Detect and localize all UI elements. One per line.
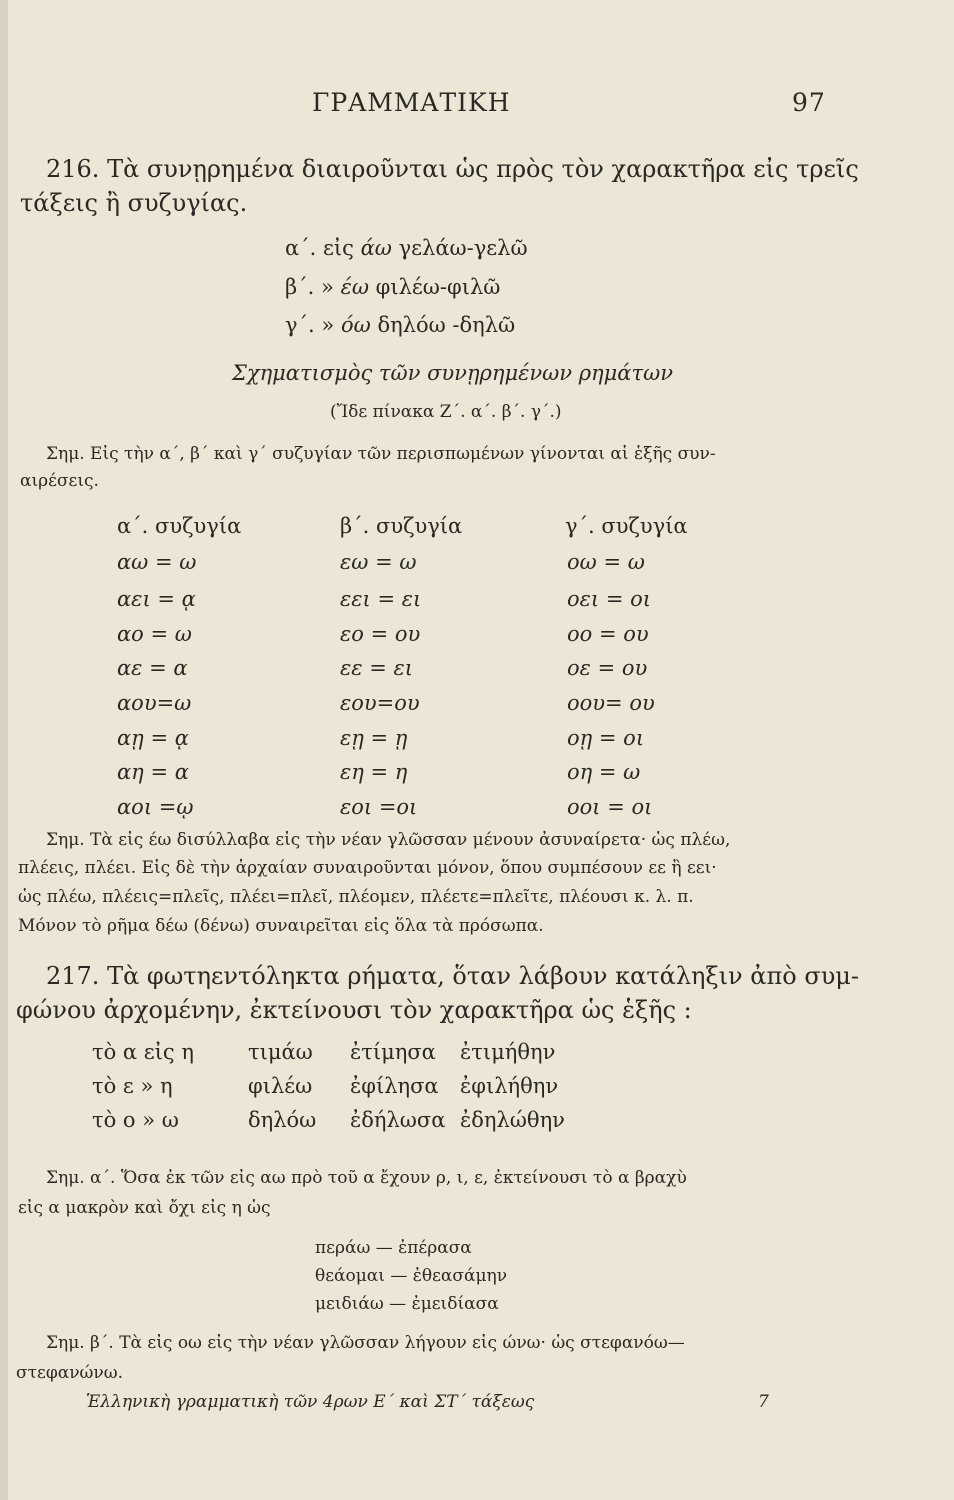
contraction-cell: εοι =οι	[340, 795, 418, 819]
passive-cell: ἐτιμήθην	[460, 1040, 556, 1064]
class-example: φιλέω-φιλῶ	[375, 275, 501, 299]
contraction-cell: αο = ω	[117, 622, 192, 646]
class-mark: »	[321, 275, 334, 299]
class-item	[285, 313, 515, 337]
note-4-line-1: Σημ. β΄. Τὰ εἰς οω εἰς τὴν νέαν γλῶσσαν λήγουν εἰς ώνω· ὡς στεφανόω—	[46, 1333, 685, 1353]
contraction-cell: αοι =ῳ	[117, 795, 194, 819]
contraction-cell: εου=ου	[340, 691, 420, 715]
class-item	[285, 236, 528, 260]
note-3-line-1: Σημ. α΄. Ὅσα ἐκ τῶν εἰς αω πρὸ τοῦ α ἔχουν ρ, ι, ε, ἐκτείνουσι τὸ α βραχὺ	[46, 1168, 687, 1188]
contraction-cell: οω = ω	[567, 550, 645, 574]
contraction-cell: οο = ου	[567, 622, 649, 646]
class-mark: εἰς	[323, 236, 354, 260]
note-2-line-1: Σημ. Τὰ εἰς έω δισύλλαβα εἰς τὴν νέαν γλῶσσαν μένουν ἀσυναίρετα· ὡς πλέω,	[46, 830, 731, 850]
contraction-cell: αῃ = ᾳ	[117, 726, 189, 750]
class-number: α΄.	[285, 236, 317, 260]
rule-cell: τὸ ε » η	[92, 1074, 173, 1098]
passive-cell: ἐφιλήθην	[460, 1074, 559, 1098]
contraction-cell: εω = ω	[340, 550, 417, 574]
present-cell: φιλέω	[248, 1074, 313, 1098]
contraction-cell: οει = οι	[567, 587, 651, 611]
contraction-cell: εῃ = ῃ	[340, 726, 408, 750]
note-2-line-4: Μόνον τὸ ρῆμα δέω (δένω) συναιρεῖται εἰς ὅλα τὰ πρόσωπα.	[18, 916, 544, 936]
rule-cell: τὸ α εἰς η	[92, 1040, 194, 1064]
section-217-line-2: φώνου ἀρχομένην, ἐκτείνουσι τὸν χαρακτῆρα ὡς ἑξῆς :	[16, 996, 692, 1024]
example-line: θεάομαι — ἐθεασάμην	[315, 1266, 508, 1286]
note-2-line-3: ὡς πλέω, πλέεις=πλεῖς, πλέει=πλεῖ, πλέομεν, πλέετε=πλεῖτε, πλέουσι κ. λ. π.	[18, 887, 694, 907]
contraction-cell: εη = η	[340, 760, 408, 784]
class-number: β΄.	[285, 275, 315, 299]
contraction-cell: αε = α	[117, 656, 188, 680]
contraction-cell: οῃ = οι	[567, 726, 645, 750]
note-3-line-2: εἰς α μακρὸν καὶ ὄχι εἰς η ὡς	[18, 1198, 271, 1218]
column-header-gamma: γ΄. συζυγία	[565, 514, 688, 538]
present-cell: δηλόω	[248, 1108, 317, 1132]
page-edge	[0, 0, 8, 1500]
class-ending: έω	[340, 275, 369, 299]
column-header-alpha: α΄. συζυγία	[117, 514, 242, 538]
page-number: 97	[792, 88, 826, 117]
example-line: περάω — ἐπέρασα	[315, 1238, 472, 1258]
aorist-cell: ἐτίμησα	[350, 1040, 436, 1064]
running-title: ΓΡΑΜΜΑΤΙΚΗ	[312, 88, 511, 117]
note-2-line-2: πλέεις, πλέει. Εἰς δὲ τὴν ἀρχαίαν συναιροῦνται μόνον, ὅπου συμπέσουν εε ἢ εει·	[18, 858, 717, 878]
class-ending: όω	[340, 313, 371, 337]
subtitle-reference: (Ἴδε πίνακα Ζ΄. α΄. β΄. γ΄.)	[330, 402, 562, 422]
passive-cell: ἐδηλώθην	[460, 1108, 565, 1132]
rule-cell: τὸ ο » ω	[92, 1108, 179, 1132]
class-example: δηλόω -δηλῶ	[377, 313, 516, 337]
class-example: γελάω-γελῶ	[398, 236, 528, 260]
section-216-line-2: τάξεις ἢ συζυγίας.	[20, 189, 248, 217]
contraction-cell: εο = ου	[340, 622, 421, 646]
contraction-cell: εει = ει	[340, 587, 422, 611]
class-number: γ΄.	[285, 313, 315, 337]
column-header-beta: β΄. συζυγία	[340, 514, 463, 538]
contraction-cell: οου= ου	[567, 691, 655, 715]
aorist-cell: ἐφίλησα	[350, 1074, 439, 1098]
aorist-cell: ἐδήλωσα	[350, 1108, 446, 1132]
subtitle: Σχηματισμὸς τῶν συνῃρημένων ρημάτων	[232, 361, 673, 385]
footer-title: Ἑλληνικὴ γραμματικὴ τῶν 4ρων Ε΄ καὶ ΣΤ΄ τάξεως	[86, 1392, 535, 1412]
section-217-line-1: 217. Τὰ φωτηεντόληκτα ρήματα, ὅταν λάβουν κατάληξιν ἀπὸ συμ-	[46, 962, 859, 990]
contraction-cell: αω = ω	[117, 550, 197, 574]
contraction-cell: αει = ᾳ	[117, 587, 196, 611]
contraction-cell: εε = ει	[340, 656, 413, 680]
contraction-cell: οε = ου	[567, 656, 648, 680]
note-4-line-2: στεφανώνω.	[16, 1363, 123, 1383]
class-ending: άω	[360, 236, 392, 260]
contraction-cell: οοι = οι	[567, 795, 653, 819]
class-item	[285, 275, 500, 299]
section-216-line-1: 216. Τὰ συνῃρημένα διαιροῦνται ὡς πρὸς τὸν χαρακτῆρα εἰς τρεῖς	[46, 155, 859, 183]
contraction-cell: οη = ω	[567, 760, 641, 784]
contraction-cell: αη = α	[117, 760, 189, 784]
present-cell: τιμάω	[248, 1040, 313, 1064]
note-1-line-1: Σημ. Εἰς τὴν α΄, β΄ καὶ γ΄ συζυγίαν τῶν περισπωμένων γίνονται αἱ ἑξῆς συν-	[46, 444, 716, 464]
contraction-cell: αου=ω	[117, 691, 192, 715]
signature-mark: 7	[758, 1392, 769, 1412]
note-1-line-2: αιρέσεις.	[20, 471, 99, 491]
example-line: μειδιάω — ἐμειδίασα	[315, 1294, 499, 1314]
class-mark: »	[321, 313, 335, 337]
